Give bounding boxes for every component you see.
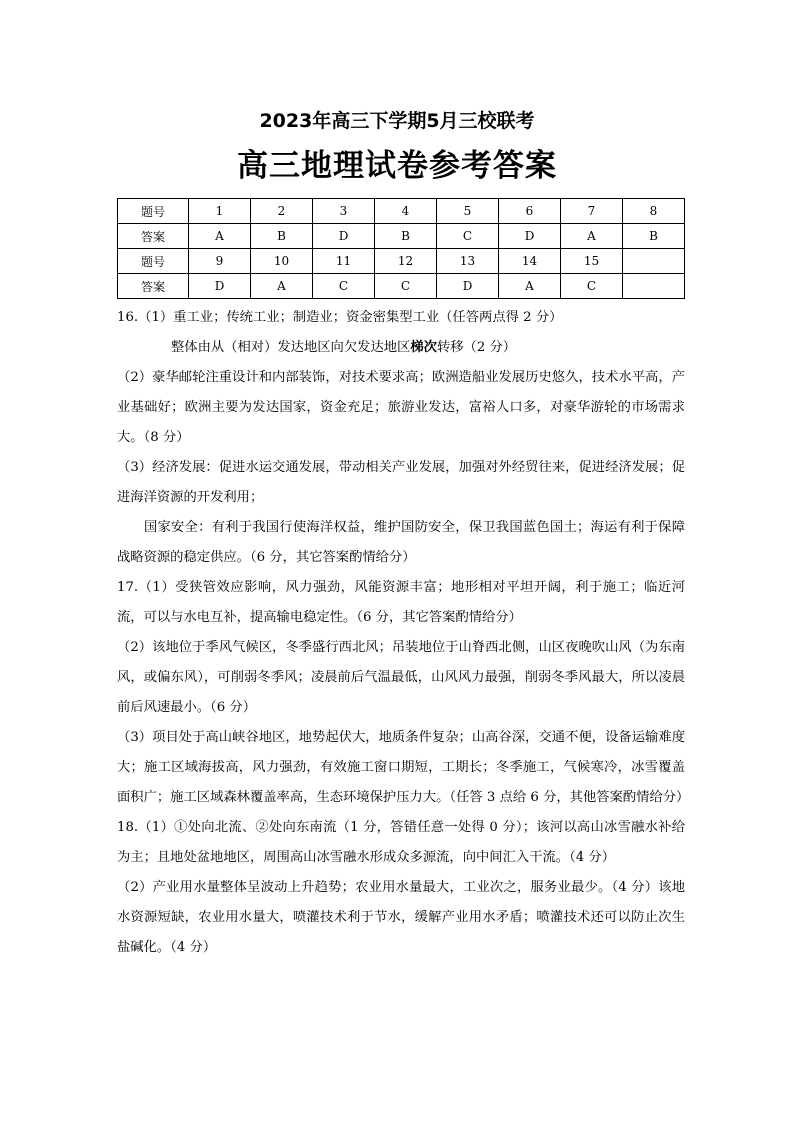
table-cell: [623, 249, 685, 274]
table-cell: B: [251, 224, 313, 249]
table-cell: 7: [561, 199, 623, 224]
q17-part1: 17.（1）受狭管效应影响，风力强劲，风能资源丰富；地形相对平坦开阔，利于施工；临近河流，可以与水电互补，提高输电稳定性。（6 分，其它答案酌情给分）: [117, 580, 685, 625]
table-cell: 8: [623, 199, 685, 224]
table-cell: B: [375, 224, 437, 249]
table-cell: 15: [561, 249, 623, 274]
table-cell: [623, 274, 685, 299]
table-row: [118, 224, 685, 249]
q16-part3: （3）经济发展：促进水运交通发展，带动相关产业发展，加强对外经贸往来，促进经济发展；促进海洋资源的开发利用；: [117, 460, 685, 505]
table-cell: 6: [499, 199, 561, 224]
table-cell: 10: [251, 249, 313, 274]
q18-part1: 18.（1）①处向北流、②处向东南流（1 分，答错任意一处得 0 分）；该河以高山冰雪融水补给为主；且地处盆地地区，周围高山冰雪融水形成众多源流，向中间汇入干流。（4 分）: [117, 820, 685, 865]
table-cell: A: [189, 224, 251, 249]
table-cell: D: [437, 274, 499, 299]
q17-part3: （3）项目处于高山峡谷地区，地势起伏大，地质条件复杂；山高谷深，交通不便，设备运输难度大；施工区域海拔高，风力强劲，有效施工窗口期短，工期长；冬季施工，气候寒冷，冰雪覆盖面积广；施工区域森林覆盖率高，生态环境保护压力大。（任答 3 点给 6 分，其他答案酌情给分）: [117, 730, 690, 805]
table-cell: C: [561, 274, 623, 299]
table-cell: C: [313, 274, 375, 299]
table-cell: B: [623, 224, 685, 249]
table-cell: 11: [313, 249, 375, 274]
table-row: [118, 274, 685, 299]
exam-title: 2023年高三下学期5月三校联考: [259, 110, 535, 132]
table-cell: 14: [499, 249, 561, 274]
table-cell: 2: [251, 199, 313, 224]
table-row: [118, 249, 685, 274]
table-cell: 5: [437, 199, 499, 224]
table-cell: D: [313, 224, 375, 249]
table-cell: C: [437, 224, 499, 249]
q16-part1-continued: [117, 333, 685, 363]
table-cell: 题号: [118, 199, 189, 224]
table-cell: 1: [189, 199, 251, 224]
table-cell: A: [561, 224, 623, 249]
table-row: [118, 199, 685, 224]
table-cell: D: [499, 224, 561, 249]
table-cell: 3: [313, 199, 375, 224]
table-cell: 4: [375, 199, 437, 224]
table-cell: D: [189, 274, 251, 299]
q16-part2: （2）豪华邮轮注重设计和内部装饰，对技术要求高；欧洲造船业发展历史悠久，技术水平高，产业基础好；欧洲主要为发达国家，资金充足；旅游业发达，富裕人口多，对豪华游轮的市场需求大。（8 分）: [117, 370, 685, 445]
table-cell: 答案: [118, 274, 189, 299]
table-cell: A: [251, 274, 313, 299]
q16-part1: 16.（1）重工业；传统工业；制造业；资金密集型工业（任答两点得 2 分）: [117, 310, 563, 325]
table-cell: 12: [375, 249, 437, 274]
q17-part2: （2）该地位于季风气候区，冬季盛行西北风；吊装地位于山脊西北侧，山区夜晚吹山风（为东南风，或偏东风），可削弱冬季风；凌晨前后气温最低，山风风力最强，削弱冬季风最大，所以凌晨前后风速最小。（6 分）: [117, 640, 685, 715]
table-cell: C: [375, 274, 437, 299]
document-title: 高三地理试卷参考答案: [237, 148, 557, 184]
emphasis-keyword: 梯次: [410, 340, 437, 355]
text-span: 整体由从（相对）发达地区向欠发达地区: [171, 340, 411, 355]
answer-table: [117, 198, 685, 299]
table-cell: A: [499, 274, 561, 299]
text-span: 转移（2 分）: [436, 340, 517, 355]
answer-content: [117, 303, 690, 963]
table-cell: 9: [189, 249, 251, 274]
table-cell: 题号: [118, 249, 189, 274]
q18-part2: （2）产业用水量整体呈波动上升趋势；农业用水量最大，工业次之，服务业最少。（4 分）该地水资源短缺，农业用水量大，喷灌技术利于节水，缓解产业用水矛盾；喷灌技术还可以防止次生盐碱化。（4 分）: [117, 880, 685, 955]
q16-part3-continued: 国家安全：有利于我国行使海洋权益，维护国防安全，保卫我国蓝色国土；海运有利于保障战略资源的稳定供应。（6 分，其它答案酌情给分）: [117, 520, 685, 565]
table-cell: 答案: [118, 224, 189, 249]
table-cell: 13: [437, 249, 499, 274]
